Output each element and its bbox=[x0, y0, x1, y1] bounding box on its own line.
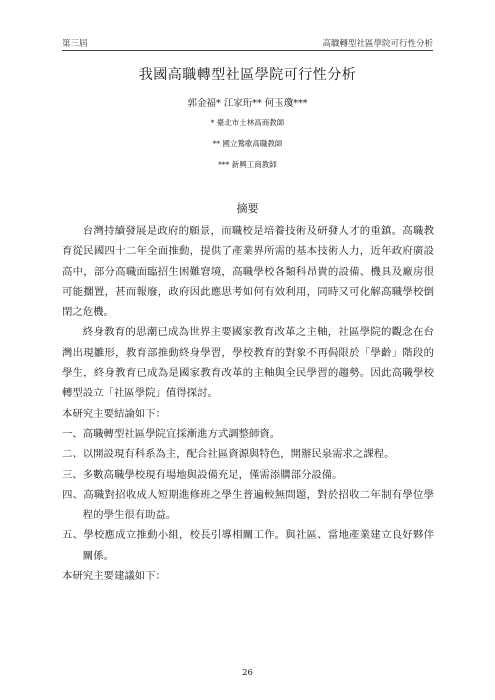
conclusion-item: 五、學校應成立推動小組，校長引導相關工作。與社區、當地產業建立良好夥伴關係。 bbox=[62, 529, 434, 562]
author-list: 郭金福* 江家珩** 何玉瓊*** bbox=[187, 98, 308, 109]
abstract-paragraph: 終身教育的思潮已成為世界主要國家教育改革之主軸，社區學院的觀念在台灣出現雛形，教育部推動終身學習，學校教育的對象不再侷限於「學齡」階段的學生，終身教育已成為是國家教育改革的主軸與全民學習的趨勢。因此高職學校轉型設立「社區學院」值得探討。 bbox=[62, 326, 434, 400]
paper-title: 我國高職轉型社區學院可行性分析 bbox=[138, 67, 357, 83]
conclusion-item: 四、高職對招收成人短期進修班之學生普遍較無問題，對於招收二年制有學位學程的學生很有助益。 bbox=[62, 488, 434, 522]
conclusion-item: 二、以開設現有科系為主，配合社區資源與特色，開辦民泉需求之課程。 bbox=[62, 448, 395, 461]
abstract-heading: 摘要 bbox=[236, 202, 259, 215]
affiliation: * 臺北市士林高商教師 bbox=[210, 118, 285, 127]
affiliation: *** 新興工商教師 bbox=[218, 160, 277, 169]
header-left: 第三屆 bbox=[62, 39, 88, 49]
affiliation: ** 國立鶯歌高職教師 bbox=[212, 139, 283, 148]
conclusions-intro: 本研究主要結論如下： bbox=[62, 407, 166, 420]
abstract-body bbox=[62, 221, 434, 586]
conclusion-item: 一、高職轉型社區學院宜採漸進方式調整師資。 bbox=[62, 427, 281, 440]
page-number: 26 bbox=[242, 668, 253, 678]
header-right: 高職轉型社區學院可行性分析 bbox=[322, 39, 433, 49]
abstract-paragraph: 台灣持續發展是政府的願景，而職校是培養技術及研發人才的重鎮。高職教育從民國四十二年全面推動，提供了產業界所需的基本技術人力，近年政府廣設高中，部分高職面臨招生困難窘境，高職學校各類科昂貴的設備、機具及廠房很可能擱置，甚而報廢，政府因此應思考如何有效利用，同時又可化解高職學校倒閉之危機。 bbox=[62, 225, 434, 319]
conclusion-item: 三、多數高職學校現有場地與設備充足，僅需添購部分設備。 bbox=[62, 468, 343, 481]
recommendations-intro: 本研究主要建議如下： bbox=[62, 570, 166, 583]
running-header bbox=[62, 36, 433, 51]
